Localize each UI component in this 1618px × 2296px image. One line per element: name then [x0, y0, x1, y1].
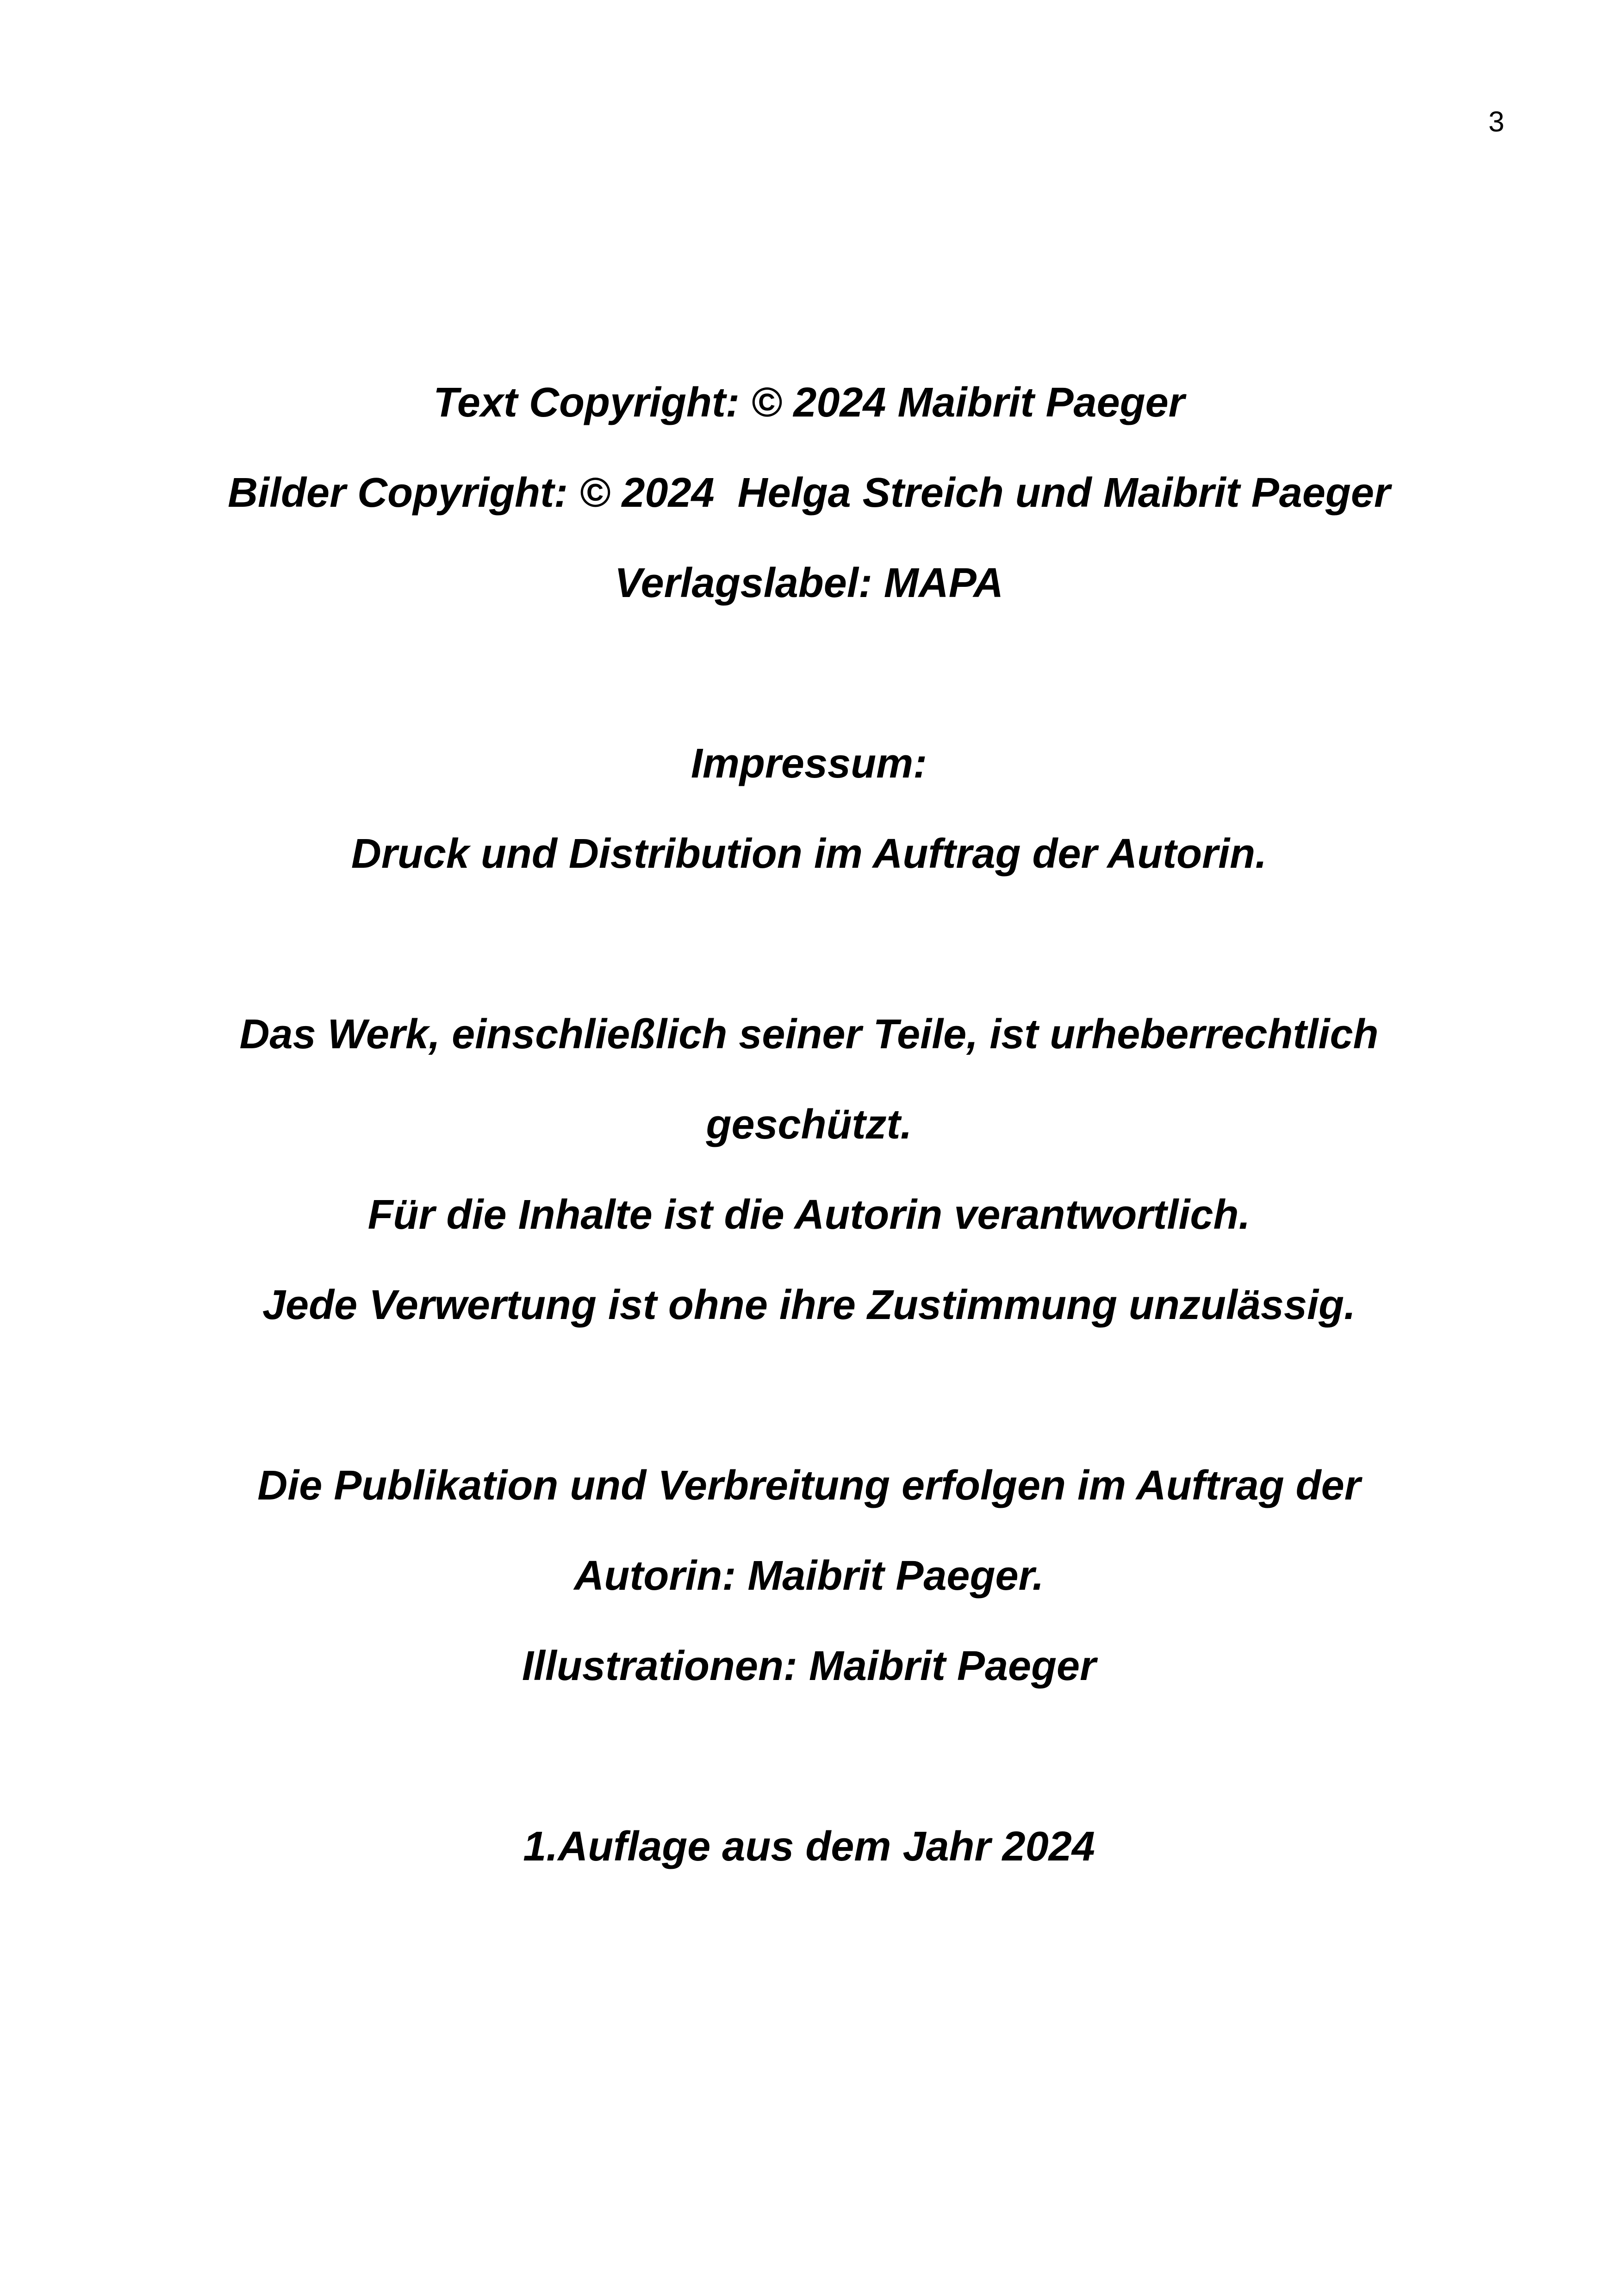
publisher-label: Verlagslabel: MAPA — [614, 560, 1004, 606]
publication-note-line-1: Die Publikation und Verbreitung erfolgen im Auftrag der — [257, 1462, 1361, 1509]
edition-note: 1.Auflage aus dem Jahr 2024 — [523, 1823, 1095, 1870]
print-distribution-note: Druck und Distribution im Auftrag der Autorin. — [351, 831, 1267, 877]
copyright-notice-line-1: Das Werk, einschließlich seiner Teile, ist urheberrechtlich — [239, 1011, 1379, 1058]
images-copyright: Bilder Copyright: © 2024 Helga Streich und Maibrit Paeger — [228, 470, 1390, 516]
text-copyright: Text Copyright: © 2024 Maibrit Paeger — [433, 380, 1185, 426]
publication-note-line-2: Autorin: Maibrit Paeger. — [574, 1553, 1044, 1599]
usage-restriction-notice: Jede Verwertung ist ohne ihre Zustimmung unzulässig. — [262, 1282, 1356, 1328]
page-number: 3 — [1488, 106, 1505, 138]
imprint-heading: Impressum: — [691, 740, 927, 787]
illustrations-credit: Illustrationen: Maibrit Paeger — [522, 1643, 1096, 1689]
responsibility-notice: Für die Inhalte ist die Autorin verantwortlich. — [367, 1192, 1251, 1238]
copyright-notice-line-2: geschützt. — [706, 1101, 912, 1148]
